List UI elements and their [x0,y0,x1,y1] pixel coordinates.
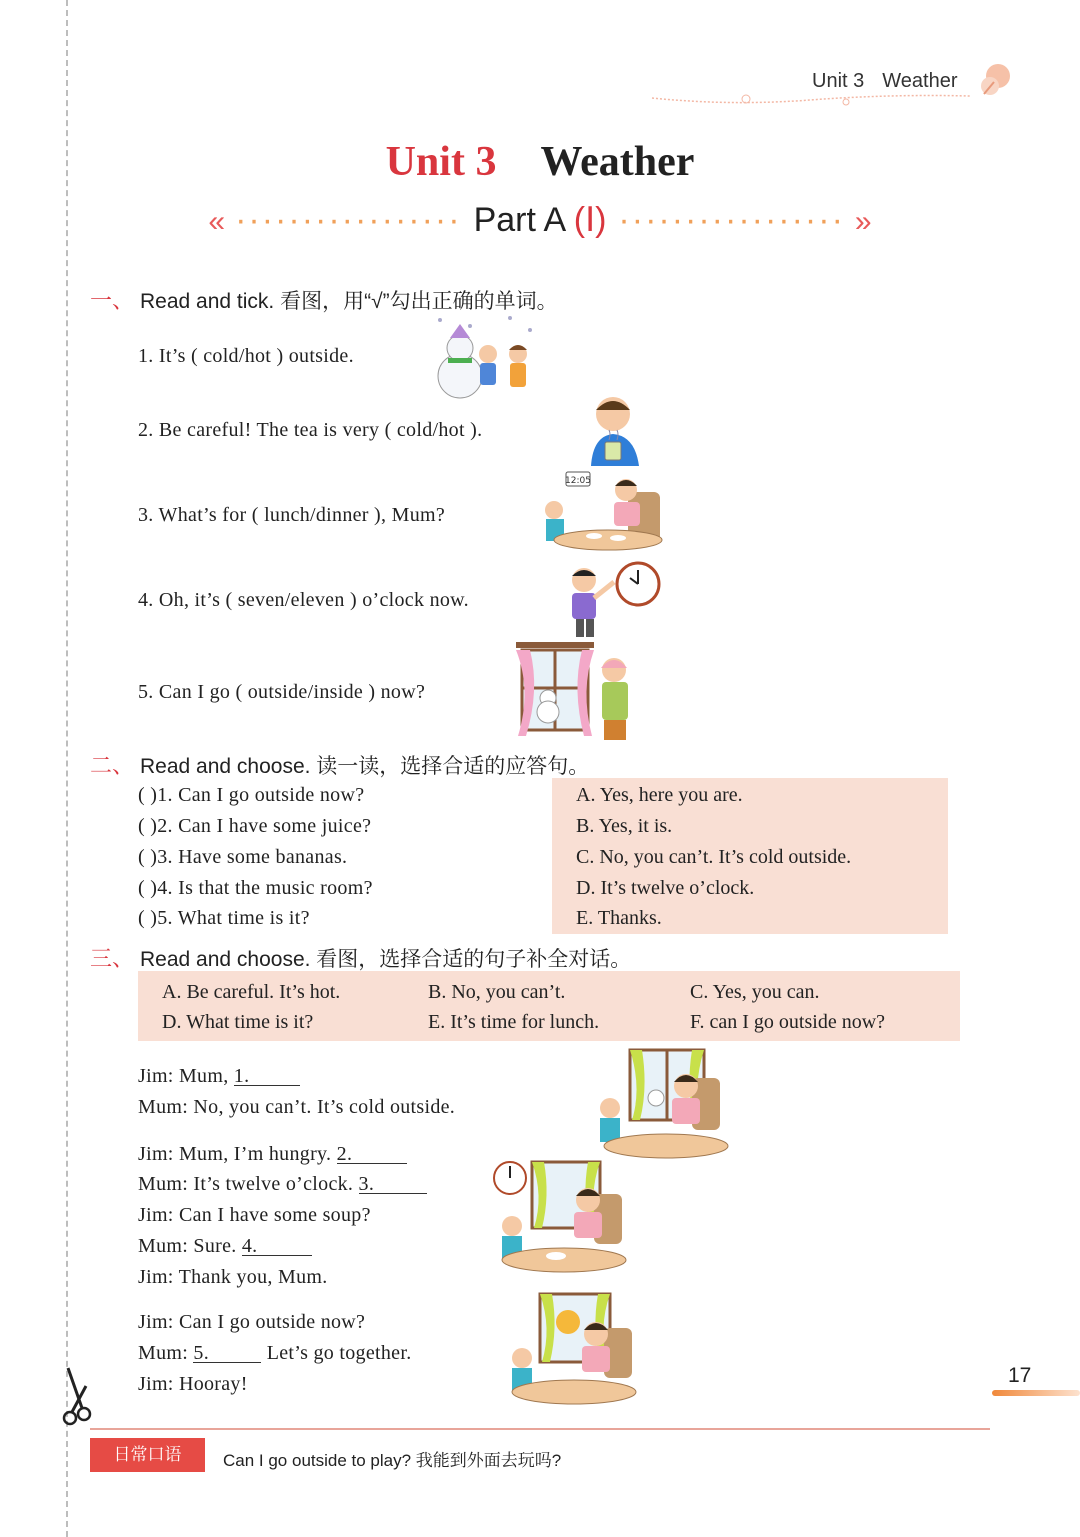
header-topic: Weather [882,70,958,92]
section3-instruction: Read and choose. 看图，选择合适的句子补全对话。 [140,948,632,971]
s2-answer-c: C. No, you can’t. It’s cold outside. [576,846,852,868]
s1-item-4: 4. Oh, it’s ( seven/eleven ) o’clock now. [138,589,469,611]
section3-heading [90,942,631,973]
blank-1-number: 1. [233,1065,250,1087]
section2-instruction: Read and choose. 读一读，选择合适的应答句。 [140,755,590,778]
snowman-kids-illustration [430,312,545,402]
dialog3-line2-text: Mum: [138,1342,194,1364]
right-arrow-icon: » [854,205,872,238]
scissors-icon [60,1366,104,1426]
blank-2-number: 2. [336,1143,353,1165]
title-unit: Unit 3 [385,139,497,185]
s2-answer-b: B. Yes, it is. [576,815,673,837]
dialog2-line4 [138,1235,312,1258]
header-decoration [650,60,1020,110]
dialog1-line1-text: Jim: Mum, [138,1065,234,1087]
lunch-table-illustration [538,468,664,554]
section1-number: 一、 [90,288,135,313]
s2-question-3[interactable]: ( )3. Have some bananas. [138,846,348,868]
s1-item-3: 3. What’s for ( lunch/dinner ), Mum? [138,504,446,526]
dialog2-line2 [138,1173,427,1196]
left-arrow-icon: « [208,205,226,238]
dialog3-line1: Jim: Can I go outside now? [138,1311,366,1333]
blank-1[interactable] [234,1065,300,1086]
boy-drinking-tea-illustration [585,390,645,470]
s1-clock-label: 12:05 [565,476,591,486]
s2-question-5[interactable]: ( )5. What time is it? [138,907,310,929]
right-dots-decoration: ················· [618,201,845,239]
dialog1-line1 [138,1065,300,1088]
dialog2-line3: Jim: Can I have some soup? [138,1204,371,1226]
dialog2-line1-text: Jim: Mum, I’m hungry. [138,1143,337,1165]
s2-answer-e: E. Thanks. [576,907,662,929]
dialog3-line2 [138,1342,412,1365]
page-title [0,138,1080,186]
dialog2-line5: Jim: Thank you, Mum. [138,1266,328,1288]
dialog2-clock-lunch-illustration [490,1160,630,1276]
s2-answer-a: A. Yes, here you are. [576,784,743,806]
window-snow-girl-illustration [510,640,635,744]
s3-option-c: C. Yes, you can. [690,981,820,1003]
s2-question-2[interactable]: ( )2. Can I have some juice? [138,815,372,837]
s3-option-d: D. What time is it? [162,1011,314,1033]
blank-3-number: 3. [358,1173,375,1195]
left-dots-decoration: ················· [235,201,462,239]
s2-question-1[interactable]: ( )1. Can I go outside now? [138,784,365,806]
subtitle-roman: (Ⅰ) [573,201,607,239]
dialog3-line2-tail: Let’s go together. [261,1342,412,1364]
s2-question-4[interactable]: ( )4. Is that the music room? [138,877,373,899]
blank-2[interactable] [337,1143,407,1164]
section1-heading [90,284,558,315]
dialog1-line2: Mum: No, you can’t. It’s cold outside. [138,1096,456,1118]
title-topic: Weather [540,139,695,185]
page-number: 17 [1008,1364,1032,1387]
footer-text: Can I go outside to play? 我能到外面去玩吗? [223,1451,562,1470]
s1-item-5: 5. Can I go ( outside/inside ) now? [138,681,426,703]
s3-option-b: B. No, you can’t. [428,981,566,1003]
s3-option-a: A. Be careful. It’s hot. [162,981,341,1003]
section2-number: 二、 [90,753,135,778]
dialog1-window-table-illustration [592,1048,730,1160]
section3-number: 三、 [90,946,135,971]
subtitle-part: Part A [473,201,565,239]
blank-4-number: 4. [241,1235,258,1257]
s3-option-f: F. can I go outside now? [690,1011,886,1033]
blank-3[interactable] [359,1173,427,1194]
s3-option-e: E. It’s time for lunch. [428,1011,600,1033]
s1-item-2: 2. Be careful! The tea is very ( cold/hot ). [138,419,483,441]
boy-pointing-clock-illustration [566,560,664,640]
dialog3-line3: Jim: Hooray! [138,1373,248,1395]
blank-5-number: 5. [193,1342,210,1364]
footer-divider [90,1428,990,1430]
dialog2-line2-text: Mum: It’s twelve o’clock. [138,1173,359,1195]
blank-4[interactable] [242,1235,312,1256]
section2-heading [90,749,589,780]
blank-5[interactable] [193,1342,261,1363]
s1-item-1: 1. It’s ( cold/hot ) outside. [138,345,354,367]
page-number-bar [992,1390,1080,1396]
dialog3-sunny-window-illustration [500,1292,640,1406]
footer-tag: 日常口语 [90,1438,205,1472]
dialog2-line4-text: Mum: Sure. [138,1235,242,1257]
s2-answer-d: D. It’s twelve o’clock. [576,877,755,899]
dialog2-line1 [138,1143,407,1166]
header-unit: Unit 3 [812,70,865,92]
section1-instruction: Read and tick. 看图，用“√”勾出正确的单词。 [140,290,558,313]
page-subtitle [0,200,1080,240]
